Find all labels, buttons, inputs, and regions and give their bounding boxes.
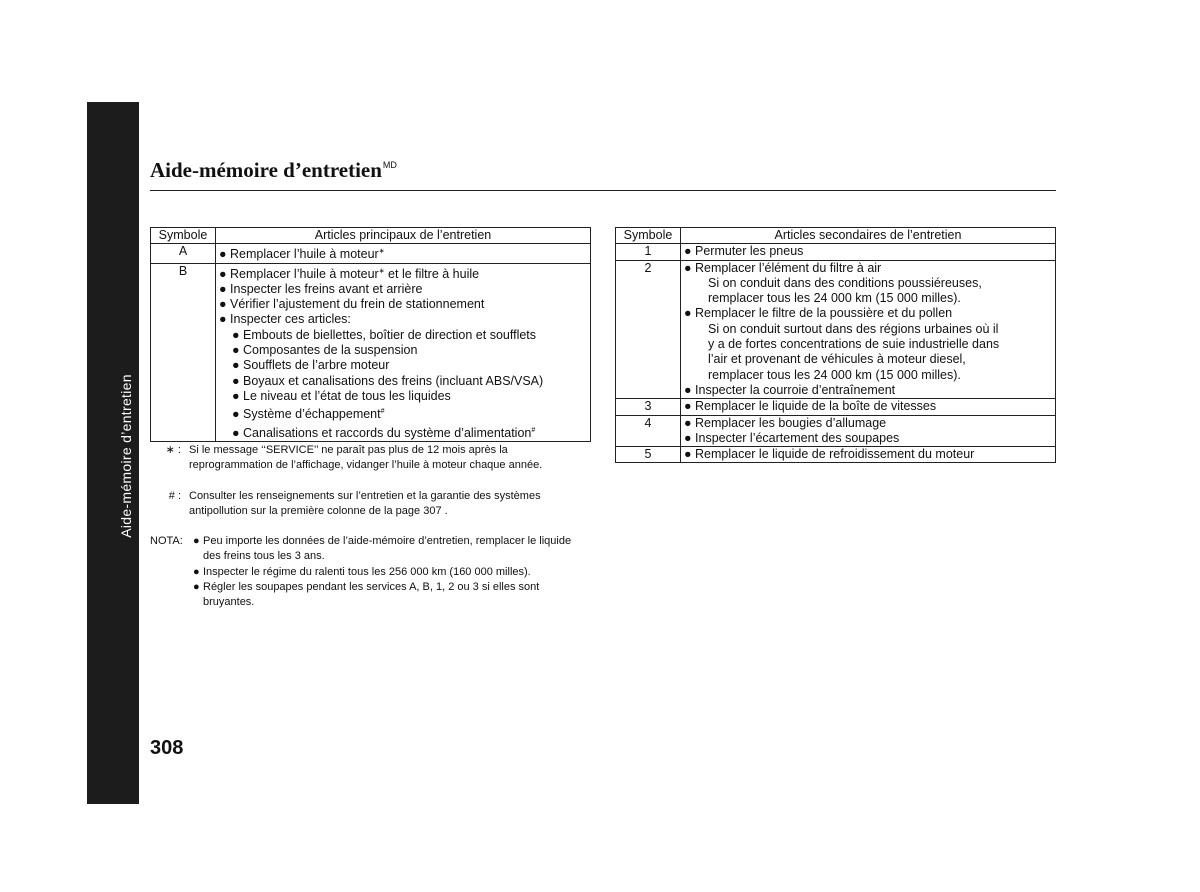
symbol-cell: 2 [616, 260, 681, 399]
symbol-cell: A [151, 244, 216, 263]
secondary-maintenance-table [615, 227, 1056, 463]
item-line: ● Remplacer l’huile à moteur∗ et le filtre à huile [219, 266, 480, 281]
header-symbol: Symbole [616, 228, 681, 244]
item-line: ● Inspecter les freins avant et arrière [219, 281, 423, 296]
footnote-ref: ∗ [378, 248, 385, 256]
items-cell [681, 244, 1056, 260]
table-row [151, 263, 591, 441]
header-symbol: Symbole [151, 228, 216, 244]
item-line: ● Composantes de la suspension [232, 343, 418, 358]
main-table-body [151, 244, 591, 442]
header-secondary-items: Articles secondaires de l’entretien [681, 228, 1056, 244]
items-cell [216, 244, 591, 263]
item-line: ● Permuter les pneus [684, 244, 804, 259]
item-line: ● Inspecter l’écartement des soupapes [684, 430, 900, 445]
item-line: ● Système d’échappement# [232, 407, 385, 422]
secondary-table-body [616, 244, 1056, 463]
item-line: ● Canalisations et raccords du système d’alimentation# [232, 425, 536, 440]
items-cell [216, 263, 591, 441]
item-line: Si on conduit dans des conditions poussiéreuses, [708, 275, 982, 290]
table-row [616, 415, 1056, 447]
items-cell [681, 260, 1056, 399]
table-row [151, 244, 591, 263]
item-line: ● Remplacer le liquide de refroidissement du moteur [684, 447, 975, 462]
page-number: 308 [150, 737, 184, 759]
item-line: ● Inspecter la courroie d’entraînement [684, 382, 896, 397]
footnote-text: Consulter les renseignements sur l’entretien et la garantie des systèmes antipollution sur la première colonne de la page 307 . [189, 489, 541, 517]
item-line: ● Remplacer l’huile à moteur∗ [219, 247, 385, 262]
item-line: y a de fortes concentrations de suie industrielle dans [708, 337, 1000, 352]
footnote-ref: # [380, 408, 385, 416]
symbol-cell: 4 [616, 415, 681, 447]
trademark-mark: MD [382, 160, 397, 170]
table-row [616, 260, 1056, 399]
page-title [150, 158, 397, 183]
main-maintenance-table [150, 227, 591, 442]
table-row [616, 399, 1056, 415]
footnote-mark: # : [168, 489, 181, 502]
nota-item: ● Peu importe les données de l’aide-mémoire d’entretien, remplacer le liquide des freins tous les 3 ans. [193, 535, 572, 563]
nota-label: NOTA: [150, 535, 183, 548]
footnote-mark: ∗ : [165, 444, 181, 456]
footnote-ref: ∗ [378, 267, 385, 275]
symbol-cell: 3 [616, 399, 681, 415]
symbol-cell: 1 [616, 244, 681, 260]
title-rule [150, 190, 1056, 191]
footnote-text: Si le message ‘‘SERVICE’’ ne paraît pas plus de 12 mois après la reprogrammation de l’affichage, vidanger l’huile à moteur chaque année. [189, 444, 543, 472]
symbol-cell: 5 [616, 447, 681, 463]
item-line: remplacer tous les 24 000 km (15 000 milles). [708, 291, 961, 306]
item-line: remplacer tous les 24 000 km (15 000 milles). [708, 367, 961, 382]
item-line: ● Soufflets de l’arbre moteur [232, 358, 390, 373]
item-line: ● Remplacer le filtre de la poussière et du pollen [684, 306, 953, 321]
item-line: ● Remplacer le liquide de la boîte de vitesses [684, 399, 937, 414]
items-cell [681, 399, 1056, 415]
item-line: Si on conduit surtout dans des régions urbaines où il [708, 321, 999, 336]
symbol-cell: B [151, 263, 216, 441]
items-cell [681, 447, 1056, 463]
nota-item: ● Inspecter le régime du ralenti tous les 256 000 km (160 000 milles). [193, 565, 531, 578]
page-title-text: Aide-mémoire d’entretien [150, 158, 382, 182]
item-line: ● Remplacer l’élément du filtre à air [684, 260, 882, 275]
item-line: l’air et provenant de véhicules à moteur diesel, [708, 352, 966, 367]
item-line: ● Le niveau et l’état de tous les liquides [232, 388, 451, 403]
item-line: ● Boyaux et canalisations des freins (incluant ABS/VSA) [232, 373, 544, 388]
notes-section [150, 443, 590, 611]
nota-item: ● Régler les soupapes pendant les services A, B, 1, 2 ou 3 si elles sont bruyantes. [193, 581, 540, 609]
header-main-items: Articles principaux de l’entretien [216, 228, 591, 244]
footnote-asterisk [150, 443, 590, 474]
nota-block [150, 534, 590, 610]
footnote-hash [150, 489, 590, 520]
nota-list [193, 534, 590, 610]
item-line: ● Vérifier l’ajustement du frein de stationnement [219, 297, 485, 312]
table-row [616, 447, 1056, 463]
table-row [616, 244, 1056, 260]
item-line: ● Embouts de biellettes, boîtier de direction et soufflets [232, 327, 537, 342]
item-line: ● Remplacer les bougies d’allumage [684, 415, 887, 430]
footnote-ref: # [531, 426, 536, 434]
items-cell [681, 415, 1056, 447]
side-tab-label: Aide-mémoire d’entretien [118, 374, 134, 538]
item-line: ● Inspecter ces articles: [219, 312, 351, 327]
